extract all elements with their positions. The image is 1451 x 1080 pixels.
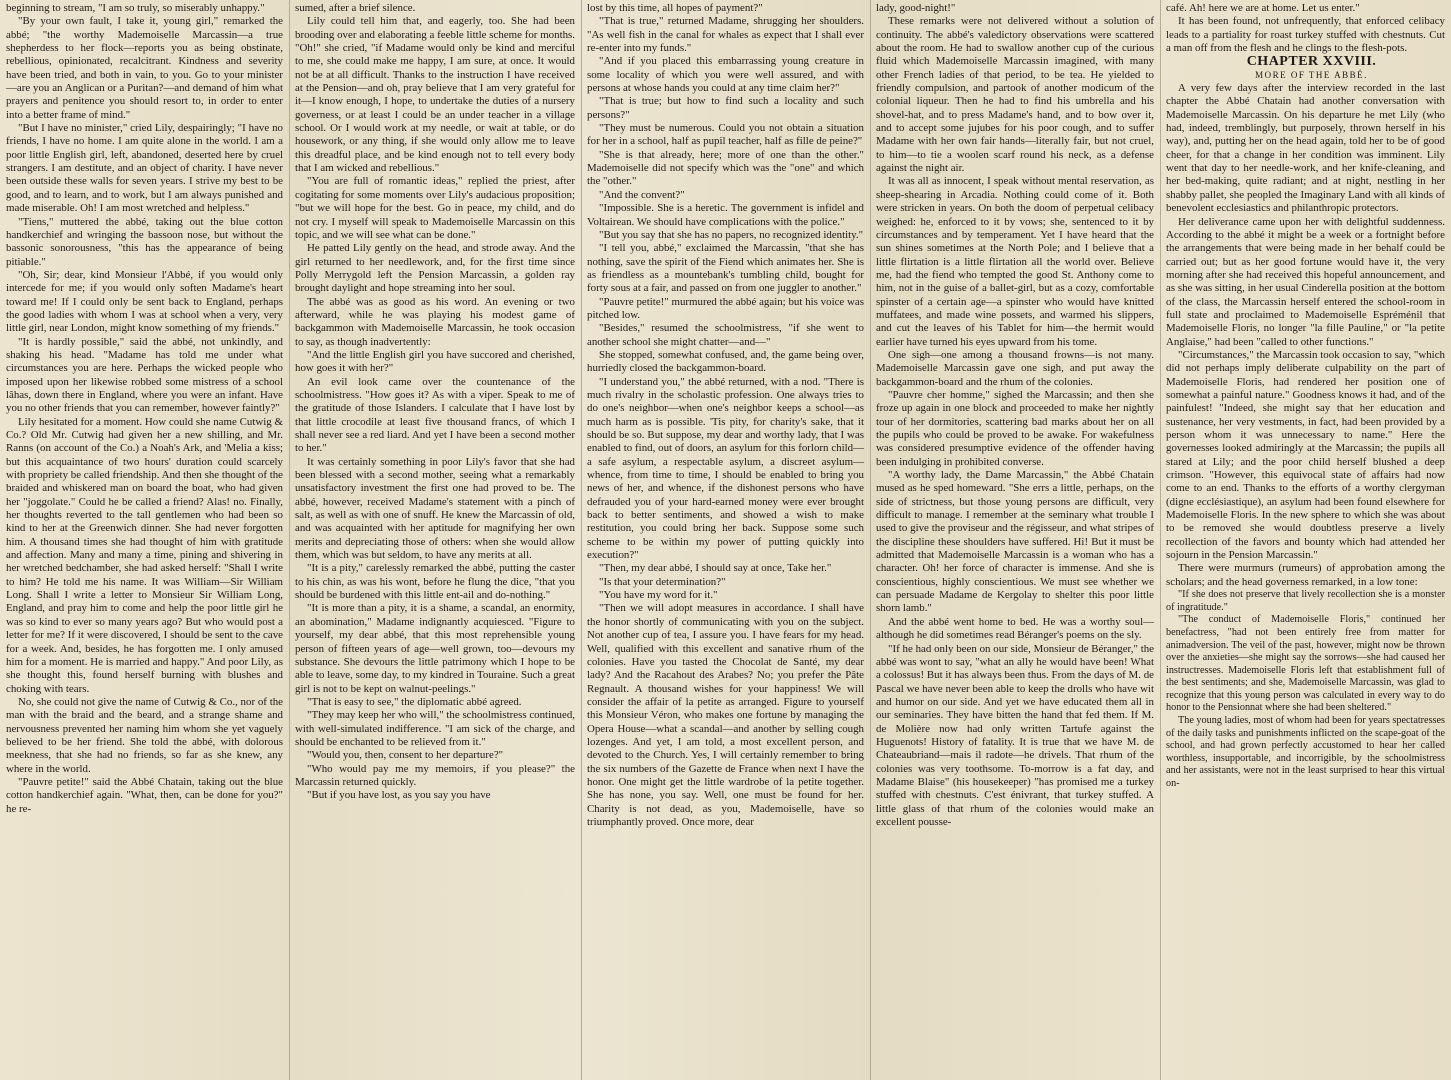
paragraph: He patted Lily gently on the head, and strode away. And the girl returned to her needlework, and, for the first time since Polly Merrygold left the Pension Marcassin, a golden ray brought daylight and hope streaming into her soul.	[295, 242, 575, 295]
paragraph: "A worthy lady, the Dame Marcassin," the Abbé Chatain mused as he sped homeward. "She errs a little, perhaps, on the side of strictness, but those young persons are difficult, very difficult to manage. I remember at the seminary what trouble I used to give the proviseur and the régisseur, and what stripes of the discipline these shoulders have suffered. Hi! But it must be admitted that Mademoiselle Marcassin is a woman who has a character. Oh! her force of character is immense. And she is conscientious, highly conscientious. We must see whether we can persuade Madame de Kergolay to shelter this poor little shorn lamb."	[876, 469, 1154, 615]
paragraph: "It is hardly possible," said the abbé, not unkindly, and shaking his head. "Madame has told me under what circumstances you are here. Perhaps the wicked people who imposed upon her likewise robbed some mistress of a school lâhas, down there in England, where you were an infant. Have you no other friends that you can remember, however faintly?"	[6, 335, 283, 415]
paragraph: "And the convent?"	[599, 188, 685, 201]
paragraph: "Who would pay me my memoirs, if you please?" the Marcassin returned quickly.	[295, 762, 575, 788]
paragraph: One sigh—one among a thousand frowns—is not many. Mademoiselle Marcassin gave one sigh, and put away the backgammon-board and the rhum of the colonies.	[876, 348, 1154, 388]
paragraph: "You are full of romantic ideas," replied the priest, after cogitating for some moments over Lily's audacious proposition; "but we will hope for the best. Go in peace, my child, and do not cry. I myself will speak to Mademoiselle Marcassin on this topic, and we will see what can be done."	[295, 175, 575, 241]
paragraph: "But I have no minister," cried Lily, despairingly; "I have no friends, I have no home. I am quite alone in the world. I am a poor little English girl, left, abandoned, deserted here by cruel strangers. I am destitute, and an object of charity. I have never been outside these walls for seven years. I strive my best to be good, and to learn, and to work, but I am always punished and made miserable. Oh! I am most wretched and helpless."	[6, 122, 283, 215]
paragraph: These remarks were not delivered without a solution of continuity. The abbé's valedictory observations were scattered about the room. He had to swallow another cup of the curious fluid which Mademoiselle Marcassin imagined, with many other French ladies of that period, to be tea. He yielded to friendly compulsion, and partook of another modicum of the colonial liqueur. Then he had to find his umbrella and his shovel-hat, and to press Madame's hand, and to bow over it, and to accept some jujubes for his poor cough, and to suffer Madame with her own fair hands—literally fair, but not cruel, to him—to tie a woolen scarf round his neck, as a defense against the night air.	[876, 15, 1154, 175]
paragraph: "Pauvre petite!" said the Abbé Chatain, taking out the blue cotton handkerchief again. "What, then, can be done for you?" he re-	[6, 775, 283, 815]
paragraph: The abbé was as good as his word. An evening or two afterward, while he was playing his modest game of backgammon with Mademoiselle Marcassin, he took occasion to say, as though inadvertently:	[295, 295, 575, 348]
paragraph: "But you say that she has no papers, no recognized identity."	[599, 228, 864, 241]
paragraph: "Would you, then, consent to her departure?"	[307, 749, 504, 762]
paragraph: sumed, after a brief silence.	[295, 2, 416, 14]
paragraph: "That is true," returned Madame, shrugging her shoulders. "As well fish in the canal for whales as expect that I shall ever re-enter into my funds."	[587, 15, 864, 55]
paragraph: beginning to stream, "I am so truly, so miserably unhappy."	[6, 2, 265, 14]
paragraph: "If she does not preserve that lively recollection she is a monster of ingratitude."	[1166, 589, 1445, 613]
paragraph: "You have my word for it."	[599, 589, 718, 602]
paragraph: "And the little English girl you have succored and cherished, how goes it with her?"	[295, 348, 575, 375]
paragraph: "That is true; but how to find such a locality and such persons?"	[587, 95, 864, 121]
paragraph: The young ladies, most of whom had been for years spectatresses of the daily tasks and punishments inflicted on the scape-goat of the school, and had grown perfectly accustomed to hear her called worthless, insupportable, and incorrigible, by the schoolmistress and her assistants, were not in the least surprised to hear this virtual on-	[1166, 715, 1445, 790]
paragraph: "It is a pity," carelessly remarked the abbé, putting the caster to his chin, as was his wont, before he flung the dice, "that you should be burdened with this little ent-ail and do-nothing."	[295, 562, 575, 602]
paragraph: "I understand you," the abbé returned, with a nod. "There is much rivalry in the scholastic profession. One always tries to do one's neighbor—when one's neighbor keeps a school—as much harm as is possible. 'Tis pity, for charity's sake, that it should be so. But suppose, my dear and worthy lady, that I was enabled to find, out of doors, an asylum for this forlorn child—a safe asylum, a respectable asylum, a discreet asylum—whence, from time to time, I should be enabled to bring you news of her, and whence, if the dishonest persons who have defrauded you of your hard-earned money were ever brought back to better sentiments, and showed a wish to make restitution, you could bring her back. Suppose some such scheme to be within my power of putting quickly into execution?"	[587, 375, 864, 562]
text-column-1	[0, 0, 289, 1080]
paragraph: "They may keep her who will," the schoolmistress continued, with well-simulated indifference. "I am sick of the charge, and should be enchanted to be relieved from it."	[295, 709, 575, 748]
paragraph: "Then, my dear abbé, I should say at once, Take her."	[599, 562, 832, 575]
paragraph: "Oh, Sir; dear, kind Monsieur l'Abbé, if you would only intercede for me; if you would only soften Madame's heart toward me! If I could only be sent back to England, perhaps the good ladies with whom I was at school when a very, very little girl, near London, might know something of my friends."	[6, 268, 283, 335]
chapter-heading: CHAPTER XXVIII.	[1246, 54, 1377, 70]
paragraph: Lily hesitated for a moment. How could she name Cutwig & Co.? Old Mr. Cutwig had given her a new shilling, and Mr. Ranns (on account of the Co.) a Noah's Ark, and 'Melia a kiss; but this acquaintance of two hours' duration could scarcely with propriety be called friendship. And then she thought of the braided and whiskered man on board the boat, who had given her "joggolate." Could he be called a friend? Alas! no. Finally, her thoughts reverted to the tall gentlemen who had been so kind to her at the Greenwich dinner. She had never forgotten him. A thousand times she had thought of him with gratitude and affection. Many and many a time, pining and shivering in her wretched bedchamber, she had asked herself: "Shall I write to him? He told me his name. It was William—Sir William Long. Shall I write a letter to Monsieur Sir William Long, England, and pray him to come and help the poor little girl he was so kind to ever so many years ago? But who would post a letter for me? If it were discovered, I should be sent to the cave for a week. And, besides, he has forgotten me. I only amused him for a moment. He is married and happy." And poor Lily, as she thought this, found herself burning with blushes and choking with tears.	[6, 415, 283, 695]
paragraph: "Is that your determination?"	[599, 575, 726, 588]
paragraph: "The conduct of Mademoiselle Floris," continued her benefactress, "had not been entirely free from matter for animadversion. The veil of the past, however, might now be thrown over the anxieties—she might say the sorrows—she had caused her instructresses. Mademoiselle Floris left that establishment full of the best sentiments; and she, Mademoiselle Marcassin, was glad to recognize that this young person was calculated in every way to do honor to the Pensionnat where she had been sheltered."	[1166, 614, 1445, 714]
paragraph: "By your own fault, I take it, young girl," remarked the abbé; "the worthy Mademoiselle Marcassin—a true shepherdess to her flock—reports you as being obstinate, rebellious, opinionated, recalcitrant. Kindness and severity have been tried, and both in vain, to you. Go to your minister—are you an Anglican or a Puritan?—and demand of him what prayers and penitence you should resort to, in order to enter into a better frame of mind."	[6, 15, 283, 121]
paragraph: She stopped, somewhat confused, and, the game being over, hurriedly closed the backgammon-board.	[587, 348, 864, 375]
text-column-2	[289, 0, 581, 1080]
paragraph: "If he had only been on our side, Monsieur de Béranger," the abbé was wont to say, "what an ally he would have been! What a colossus! But it has always been thus. From the days of M. de Pascal we have never been able to keep the drolls who have wit and humor on our side. And yet we have educated them all in our seminaries. They have bitten the hand that fed them. If M. de Molière now had only written Tartufe against the Huguenots! History of fatality. It is true that we have M. de Chateaubriand—mais il radote—he drivels. That rhum of the colonies was very toothsome. To-morrow is a fat day, and Madame Blaise" (his housekeeper) "has promised me a turkey stuffed with chestnuts. C'est énivrant, that turkey stuffed. A little glass of that rhum of the colonies would make an excellent pousse-	[876, 642, 1154, 828]
paragraph: No, she could not give the name of Cutwig & Co., nor of the man with the braid and the beard, and a strange shame and nervousness prevented her naming him whom she yet vaguely believed to be her friend. She told the abbé, with dolorous meekness, that she had no friends, so far as she knew, any where in the world.	[6, 695, 283, 775]
paragraph: It was certainly something in poor Lily's favor that she had been blessed with a second mother, seeing what a remarkably unsatisfactory investment the first one had proved to be. The abbé, however, received Madame's statement with a pinch of salt, as well as with one of snuff. He knew the Marcassin of old, and was acquainted with her aptitude for magnifying her own merits and depreciating those of others: when she would allow them, which was but seldom, to have any merits at all.	[295, 455, 575, 562]
paragraph: "Circumstances," the Marcassin took occasion to say, "which did not perhaps imply deliberate culpability on the part of Mademoiselle Floris, had rendered her position one of somewhat a painful nature." Goodness knows it had, and of the painfulest! "Indeed, she might say that her education and sustenance, her very vestments, in fact, had been provided by a person whom it was unnecessary to name." Here the governesses looked admiringly at the Marcassin; the pupils all stared at Lily; and the poor child herself blushed a deep crimson. "However, this equivocal state of affairs had now come to an end. Thanks to the efforts of a worthy clergyman (digne ecclésiastique), an asylum had been found elsewhere for Mademoiselle Floris. In the new sphere to which she was about to be removed she would doubtless preserve a lively recollection of the favors and bounty which had attended her sojourn in the Pension Marcassin."	[1166, 348, 1445, 562]
text-column-4	[870, 0, 1160, 1080]
paragraph: "It is more than a pity, it is a shame, a scandal, an enormity, an abomination," Madame indignantly acquiesced. "Figure to yourself, my dear abbé, that this most reprehensible young person of fifteen years of age—well grown, too—devours my substance. She devours the little patrimony which I hope to be able to leave, some day, to my kindred in Touraine. Such a great girl is not to be kept on walnut-peelings."	[295, 602, 575, 695]
paragraph: lost by this time, all hopes of payment?"	[587, 2, 763, 14]
paragraph: "Tiens," muttered the abbé, taking out the blue cotton handkerchief and wringing the bassoon nose, but without the bassonic sonorousness, "this has the appearance of being pitiable."	[6, 215, 283, 268]
paragraph: lady, good-night!"	[876, 2, 956, 14]
paragraph: It has been found, not unfrequently, that enforced celibacy leads to a partiality for roast turkey stuffed with chestnuts. Cut a man off from the flesh and he clings to the flesh-pots.	[1166, 15, 1445, 55]
paragraph: "Besides," resumed the schoolmistress, "if she went to another school she might chatter—and—"	[587, 322, 864, 348]
paragraph: "That is easy to see," the diplomatic abbé agreed.	[307, 695, 522, 708]
paragraph: Lily could tell him that, and eagerly, too. She had been brooding over and elaborating a feeble little scheme for months. "Oh!" she cried, "if Madame would only be kind and merciful to me, she could make me happy, I am sure, at once. It would not be at all difficult. Thanks to the instruction I have received at the Pension—and oh, pray believe that I am very grateful for it—I know enough, I hope, to undertake the duties of a nursery governess, or at least I could be an under teacher in a village school. Or I would work at my needle, or wait at table, or do housework, or any thing, if she would only allow me to leave this dreadful place, and be kind enough not to tell every body that I am wicked and rebellious."	[295, 15, 575, 175]
paragraph: An evil look came over the countenance of the schoolmistress. "How goes it? As with a viper. Speak to me of the gratitude of those Islanders. I calculate that I have lost by that little crocodile at least five thousand francs, of which I shall never see a red liard. And yet I have been a second mother to her."	[295, 375, 575, 455]
paragraph: There were murmurs (rumeurs) of approbation among the scholars; and the head governess remarked, in a low tone:	[1166, 562, 1445, 588]
text-column-5	[1160, 0, 1451, 1080]
paragraph: "But if you have lost, as you say you have	[307, 789, 491, 802]
paragraph: It was all as innocent, I speak without mental reservation, as sheep-shearing in Arcadia. Nothing could come of it. Both were stricken in years. On both the doom of perpetual celibacy weighed: he, enforced to it by vows; she, sentenced to it by circumstances and by temperament. Yet I have heard that the sun shines sometimes at the North Pole; and I believe that a little flirtation is a little flirtation all the world over. Believe me, had the fiend who tempted the good St. Anthony come to him, not in the guise of a ballet-girl, but as a cozy, comfortable spinster of a certain age—a spinster who would have knitted muffatees, and made wine possets, and warmed his slippers, and cut the leaves of his Tablet for him—the hermit would earlier have turned his eyes upward from his tome.	[876, 175, 1154, 348]
paragraph: "Pauvre cher homme," sighed the Marcassin; and then she froze up again in one block and proceeded to make her nightly tour of her dormitories, scattering bad marks about her on all the pupils who could be proved to be awake. For wakefulness was considered presumptive evidence of the offender having been indulging in prohibited converse.	[876, 388, 1154, 468]
paragraph: "And if you placed this embarrassing young creature in some locality of which you were well assured, and with persons at whose hands you could at any time claim her?"	[587, 55, 864, 95]
chapter-subheading: MORE OF THE ABBÉ.	[1255, 69, 1368, 80]
paragraph: "Impossible. She is a heretic. The government is infidel and Voltairean. We should have complications with the police."	[587, 202, 864, 228]
paragraph: café. Ah! here we are at home. Let us enter."	[1166, 2, 1360, 14]
paragraph: "She is that already, here; more of one than the other." Mademoiselle did not specify which was the "one" and which the "other."	[587, 148, 864, 188]
paragraph: And the abbé went home to bed. He was a worthy soul—although he did sometimes read Béranger's poems on the sly.	[876, 615, 1154, 642]
paragraph: "Then we will adopt measures in accordance. I shall have the honor shortly of communicating with you on the subject. Not another cup of tea, I assure you. I have fears for my head. Well, qualified with this excellent and sanative rhum of the colonies. Have you tasted the Chocolat de Santé, my dear lady? And the Racahout des Arabes? No; you prefer the Pâte Regnault. A thousand wishes for your happiness! We will consider the affair of la petite as arranged. Figure to yourself this Monsieur Véron, who makes one fortune by managing the Opera House—what a scandal—and another by selling cough lozenges. And yet, I am told, a most excellent person, and devoted to the Church. Yes, I will certainly remember to bring the six numbers of the Gazette de France when next I have the honor. One might get the little wardrobe of la petite together. She has none, you say. Well, one must be found for her. Charity is not dead, as you, Mademoiselle, have so triumphantly proved. Once more, dear	[587, 602, 864, 828]
paragraph: "They must be numerous. Could you not obtain a situation for her in a school, half as pupil teacher, half as fille de peine?"	[587, 122, 864, 148]
paragraph: "Pauvre petite!" murmured the abbé again; but his voice was pitched low.	[587, 295, 864, 321]
text-column-3	[581, 0, 870, 1080]
paragraph: "I tell you, abbé," exclaimed the Marcassin, "that she has nothing, save the spirit of the Fiend which animates her. She is as friendless as a mountebank's tumbling child, bought for forty sous at a fair, and passed on from one juggler to another."	[587, 242, 864, 295]
paragraph: Her deliverance came upon her with delightful suddenness. According to the abbé it might be a week or a fortnight before the arrangements that were being made in her behalf could be carried out; but as her good fortune would have it, the very morning after she had received this hopeful announcement, and as she was sitting, in her usual Cinderella position at the bottom of the class, the Marcassin herself entered the school-room in full state and proclaimed to Mademoiselle Espréménil that Mademoiselle Floris, no longer "la fille Pauline," or "la petite Anglaise," had been "called to other functions."	[1166, 215, 1445, 348]
paragraph: A very few days after the interview recorded in the last chapter the Abbé Chatain had another conversation with Mademoiselle Marcassin. On his departure he met Lily (who had, indeed, tremblingly, but purposely, thrown herself in his way), and, putting her on the head again, told her to be of good cheer, for that a change in her condition was imminent. Lily went that day to her needle-work, and her knife-cleaning, and her bed-making, quite radiant; and at night, nestling in her shabby pallet, she peopled the Imaginary Land with all kinds of benevolent ecclesiastics and philanthropic protectors.	[1166, 82, 1445, 215]
